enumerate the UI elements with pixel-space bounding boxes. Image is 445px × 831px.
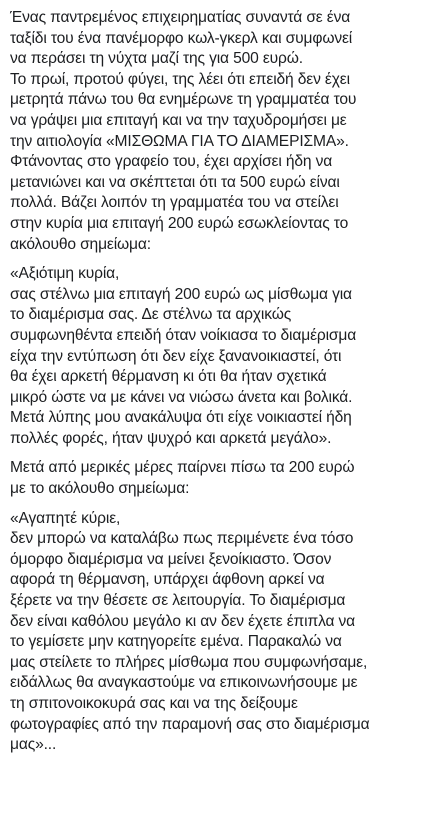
text-line: την αιτιολογία «ΜΙΣΘΩΜΑ ΓΙΑ ΤΟ ΔΙΑΜΕΡΙΣΜΑ». bbox=[10, 132, 349, 150]
text-line: Φτάνοντας στο γραφείο του, έχει αρχίσει ήδη να bbox=[10, 153, 333, 171]
text-line: αφορά τη θέρμανση, υπάρχει άφθονη αρκεί να bbox=[10, 571, 325, 589]
text-line: συμφωνηθέντα επειδή όταν νοίκιασα το διαμέρισμα bbox=[10, 326, 357, 344]
first-letter-paragraph bbox=[10, 264, 442, 449]
text-line: Το πρωί, προτού φύγει, της λέει ότι επειδή δεν έχει bbox=[10, 70, 350, 88]
text-line: μας»... bbox=[10, 736, 57, 754]
text-line: ξέρετε να την θέσετε σε λειτουργία. Το διαμέρισμα bbox=[10, 592, 346, 610]
text-line: όμορφο διαμέρισμα να μείνει ξενοίκιαστο. Όσον bbox=[10, 550, 332, 568]
text-line: να περάσει τη νύχτα μαζί της για 500 ευρώ. bbox=[10, 50, 303, 68]
text-line: το διαμέρισμα σας. Δε στέλνω τα αρχικώς bbox=[10, 306, 292, 324]
text-line: μας στείλετε το πλήρες μίσθωμα που συμφωνήσαμε, bbox=[10, 653, 368, 671]
text-line: Μετά από μερικές μέρες παίρνει πίσω τα 200 ευρώ bbox=[10, 459, 355, 477]
text-line: πολλά. Βάζει λοιπόν τη γραμματέα του να στείλει bbox=[10, 194, 339, 212]
text-line: ακόλουθο σημείωμα: bbox=[10, 235, 151, 253]
text-line: με το ακόλουθο σημείωμα: bbox=[10, 480, 190, 498]
text-line: δεν είναι καθόλου μεγάλο κι αν δεν έχετε έπιπλα να bbox=[10, 612, 356, 630]
text-line: μετρητά πάνω του θα ενημέρωνε τη γραμματέα του bbox=[10, 91, 357, 109]
text-line: Μετά λύπης μου ανακάλυψα ότι είχε νοικιαστεί ήδη bbox=[10, 409, 352, 427]
text-line: ταξίδι του ένα πανέμορφο κωλ-γκερλ και συμφωνεί bbox=[10, 29, 353, 47]
text-line: φωτογραφίες από την παραμονή σας στο διαμέρισμα bbox=[10, 715, 370, 733]
text-line: ειδάλλως θα αναγκαστούμε να επικοινωνήσουμε με bbox=[10, 674, 358, 692]
text-line: το γεμίσετε μην κατηγορείτε εμένα. Παρακαλώ να bbox=[10, 633, 342, 651]
second-letter-paragraph bbox=[10, 509, 442, 756]
text-line: δεν μπορώ να καταλάβω πως περιμένετε ένα τόσο bbox=[10, 530, 354, 548]
text-line: στην κυρία μια επιταγή 200 ευρώ εσωκλείοντας το bbox=[10, 214, 349, 232]
text-line: μικρό ώστε να με κάνει να νιώσω άνετα και βολικά. bbox=[10, 388, 353, 406]
text-line: πολλές φορές, ήταν ψυχρό και αρκετά μεγάλο». bbox=[10, 429, 332, 447]
text-line: είχα την εντύπωση ότι δεν είχε ξανανοικιαστεί, ότι bbox=[10, 347, 342, 365]
text-line: μετανιώνει και να σκέπτεται ότι τα 500 ευρώ είναι bbox=[10, 173, 340, 191]
text-line: σας στέλνω μια επιταγή 200 ευρώ ως μίσθωμα για bbox=[10, 285, 352, 303]
text-line: «Αξιότιμη κυρία, bbox=[10, 265, 120, 283]
text-line: «Αγαπητέ κύριε, bbox=[10, 509, 121, 527]
text-line: θα έχει αρκετή θέρμανση κι ότι θα ήταν σχετικά bbox=[10, 368, 327, 386]
story-paragraph-reply bbox=[10, 458, 442, 499]
text-line: Ένας παντρεμένος επιχειρηματίας συναντά σε ένα bbox=[10, 9, 351, 26]
story-paragraph-intro bbox=[10, 8, 442, 255]
text-line: τη σπιτονοικοκυρά σας και να της δείξουμε bbox=[10, 695, 298, 712]
text-line: να γράψει μια επιταγή και να την ταχυδρομήσει με bbox=[10, 111, 347, 129]
